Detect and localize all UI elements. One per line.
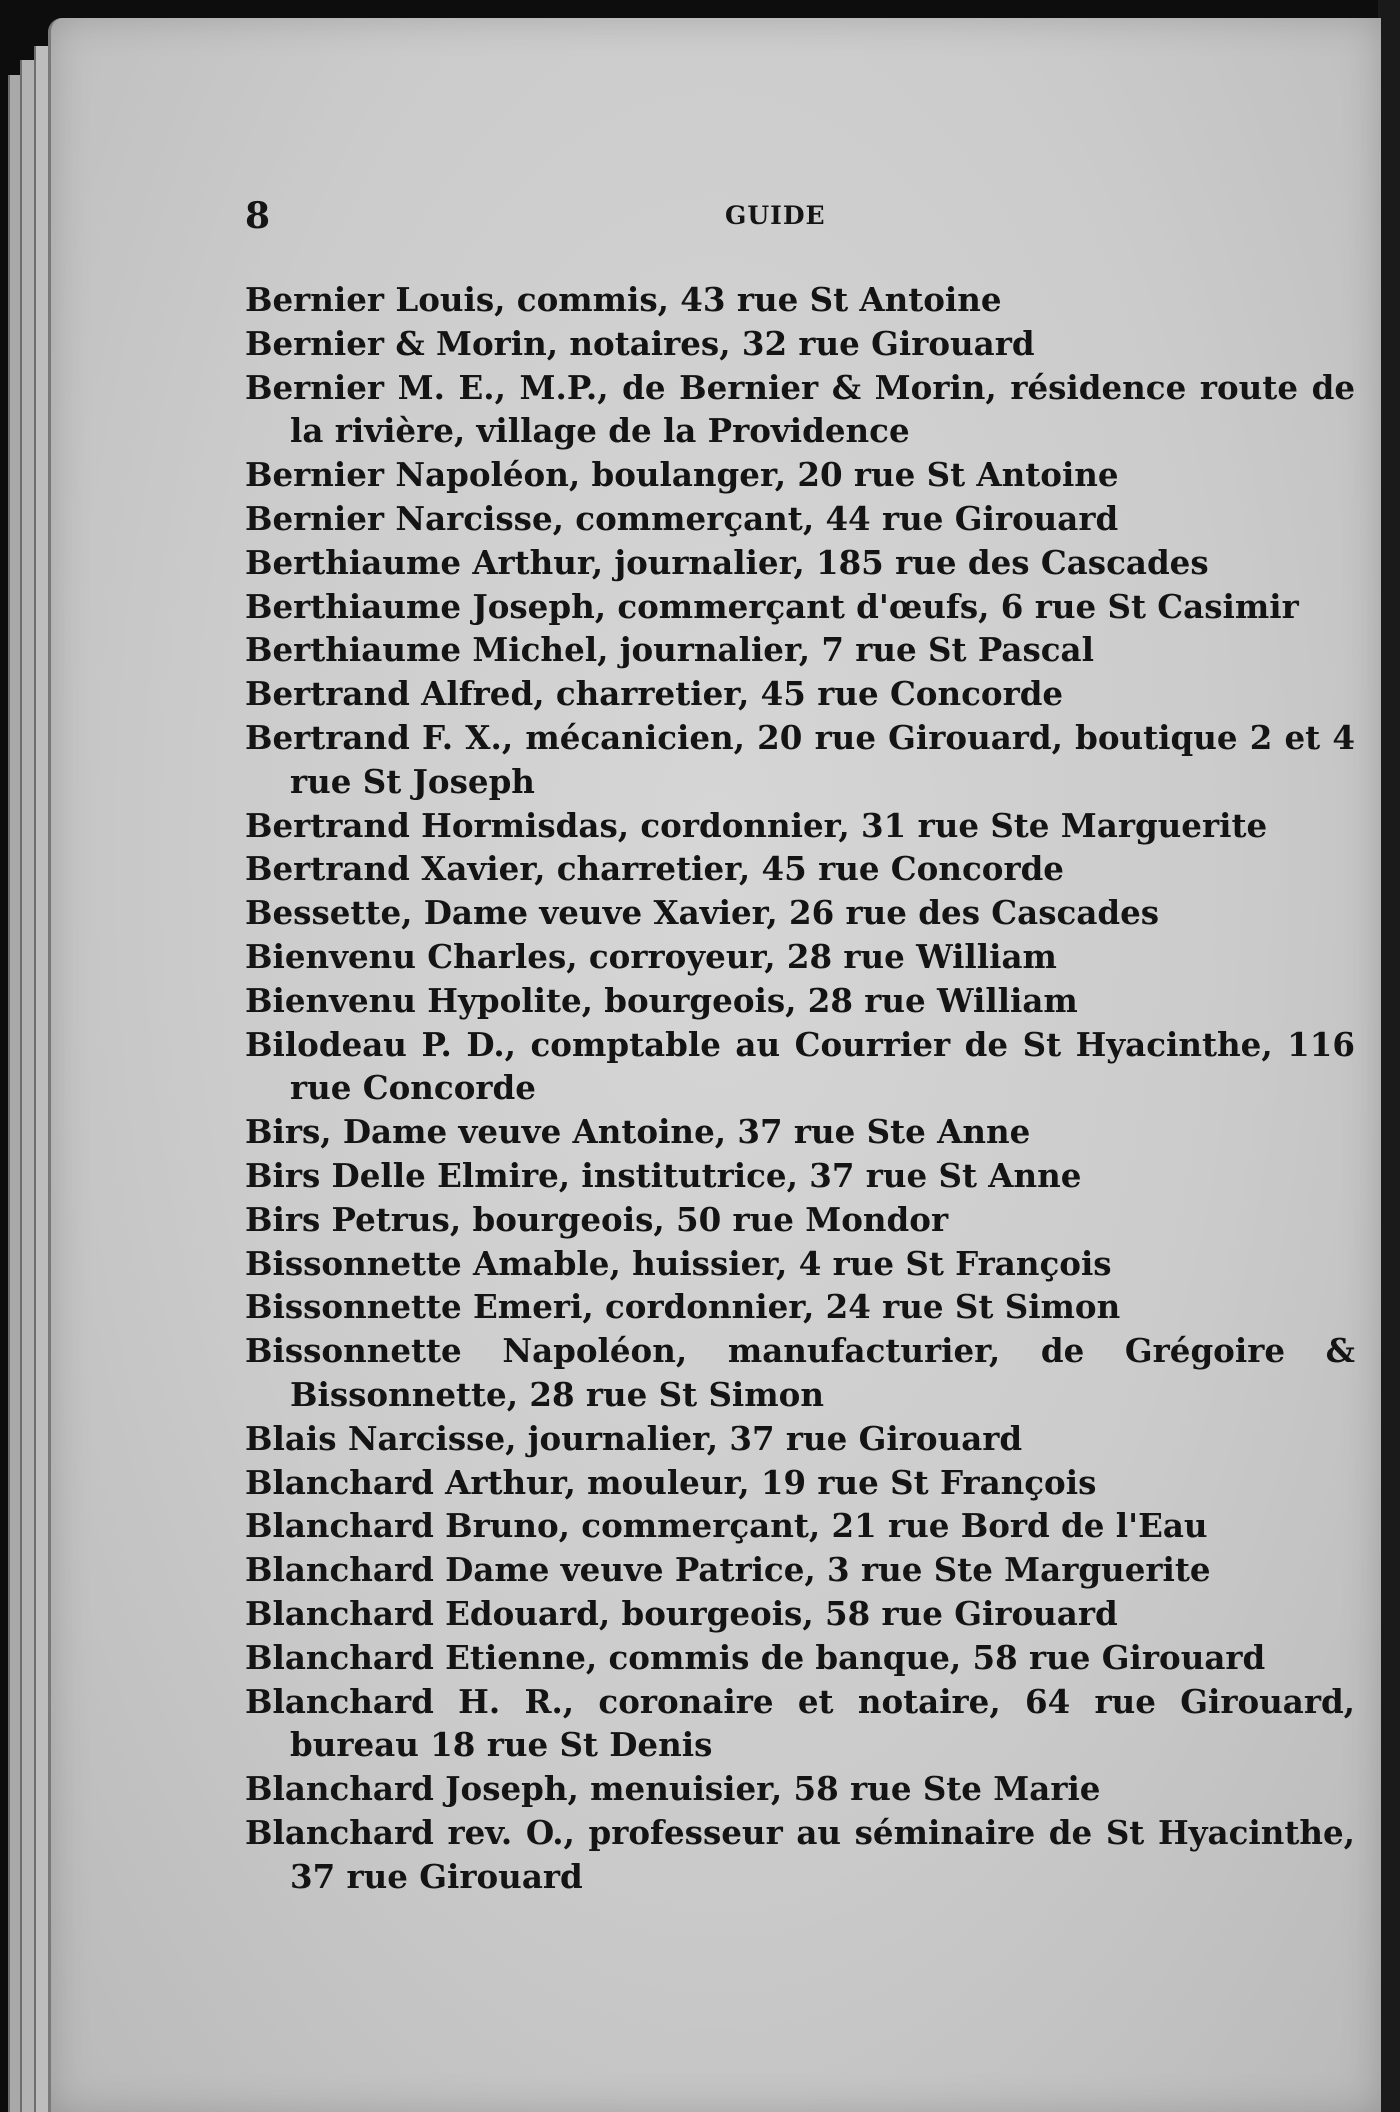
directory-entry: Bilodeau P. D., comptable au Courrier de St Hyacinthe, 116 rue Concorde xyxy=(245,1024,1355,1108)
scan-border xyxy=(1378,0,1400,2112)
directory-entry: Bertrand Alfred, charretier, 45 rue Concorde xyxy=(245,674,1064,714)
directory-entry: Bienvenu Hypolite, bourgeois, 28 rue William xyxy=(245,980,1078,1020)
directory-entry: Bissonnette Emeri, cordonnier, 24 rue St Simon xyxy=(245,1287,1121,1327)
directory-entry: Blanchard Dame veuve Patrice, 3 rue Ste Marguerite xyxy=(245,1550,1211,1590)
directory-entry: Blanchard Arthur, mouleur, 19 rue St François xyxy=(245,1462,1097,1502)
directory-entry: Blanchard Joseph, menuisier, 58 rue Ste Marie xyxy=(245,1769,1101,1809)
directory-entry: Berthiaume Michel, journalier, 7 rue St Pascal xyxy=(245,630,1094,670)
page-header xyxy=(245,195,1345,235)
directory-entries xyxy=(245,278,1355,1898)
directory-entry: Blais Narcisse, journalier, 37 rue Girouard xyxy=(245,1418,1023,1458)
directory-entry: Berthiaume Joseph, commerçant d'œufs, 6 rue St Casimir xyxy=(245,586,1299,626)
directory-entry: Bertrand F. X., mécanicien, 20 rue Girouard, boutique 2 et 4 rue St Joseph xyxy=(245,717,1355,801)
directory-entry: Blanchard rev. O., professeur au séminaire de St Hyacinthe, 37 rue Girouard xyxy=(245,1812,1355,1896)
directory-entry: Bernier Narcisse, commerçant, 44 rue Girouard xyxy=(245,498,1119,538)
running-head: GUIDE xyxy=(725,201,826,230)
directory-entry: Blanchard Etienne, commis de banque, 58 rue Girouard xyxy=(245,1637,1266,1677)
directory-entry: Bertrand Xavier, charretier, 45 rue Concorde xyxy=(245,849,1064,889)
directory-entry: Birs Petrus, bourgeois, 50 rue Mondor xyxy=(245,1199,949,1239)
directory-entry: Blanchard H. R., coronaire et notaire, 64 rue Girouard, bureau 18 rue St Denis xyxy=(245,1681,1355,1765)
directory-entry: Birs, Dame veuve Antoine, 37 rue Ste Anne xyxy=(245,1112,1031,1152)
directory-entry: Birs Delle Elmire, institutrice, 37 rue St Anne xyxy=(245,1155,1082,1195)
page-number: 8 xyxy=(245,195,271,237)
directory-entry: Blanchard Edouard, bourgeois, 58 rue Girouard xyxy=(245,1593,1118,1633)
directory-entry: Bienvenu Charles, corroyeur, 28 rue William xyxy=(245,936,1057,976)
directory-entry: Bernier M. E., M.P., de Bernier & Morin, résidence route de la rivière, village de la Providence xyxy=(245,367,1355,451)
directory-entry: Bernier Napoléon, boulanger, 20 rue St Antoine xyxy=(245,455,1119,495)
directory-entry: Bissonnette Amable, huissier, 4 rue St François xyxy=(245,1243,1112,1283)
directory-entry: Blanchard Bruno, commerçant, 21 rue Bord de l'Eau xyxy=(245,1506,1208,1546)
directory-entry: Bessette, Dame veuve Xavier, 26 rue des Cascades xyxy=(245,893,1160,933)
directory-entry: Berthiaume Arthur, journalier, 185 rue des Cascades xyxy=(245,542,1209,582)
directory-entry: Bernier & Morin, notaires, 32 rue Girouard xyxy=(245,323,1035,363)
directory-entry: Bertrand Hormisdas, cordonnier, 31 rue Ste Marguerite xyxy=(245,805,1268,845)
directory-entry: Bissonnette Napoléon, manufacturier, de Grégoire & Bissonnette, 28 rue St Simon xyxy=(245,1331,1355,1414)
directory-entry: Bernier Louis, commis, 43 rue St Antoine xyxy=(245,280,1002,319)
